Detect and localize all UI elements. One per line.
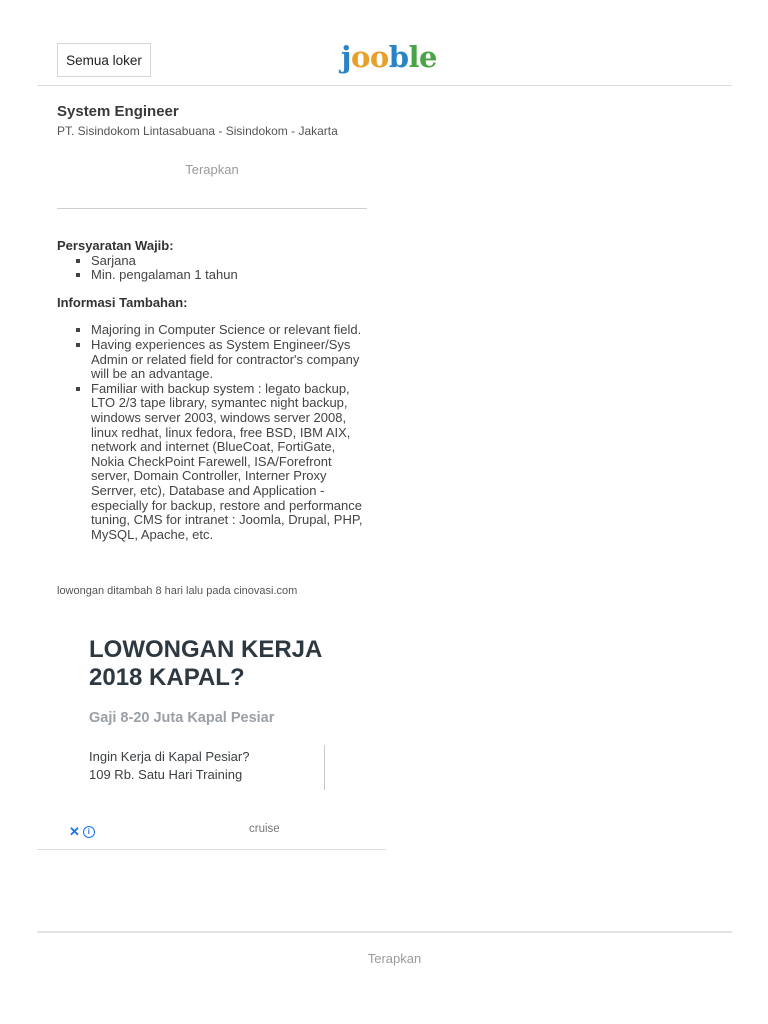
required-list — [57, 254, 369, 283]
content-divider — [57, 208, 367, 209]
all-jobs-button[interactable]: Semua loker — [57, 43, 151, 77]
close-icon[interactable]: ✕ — [69, 824, 80, 839]
company-location: PT. Sisindokom Lintasabuana - Sisindokom - Jakarta — [57, 124, 338, 138]
required-heading: Persyaratan Wajib: — [57, 238, 174, 253]
extra-info-heading: Informasi Tambahan: — [57, 294, 188, 310]
job-description — [57, 239, 369, 542]
footer-divider — [37, 931, 732, 933]
apply-button-bottom[interactable]: Terapkan — [367, 951, 422, 966]
list-item: ▪ Familiar with backup system : legato backup, LTO 2/3 tape library, symantec night backup, windows server 2003, windows server 2008, linux redhat, linux fedora, free BSD, IBM AIX, network and internet (BlueCoat, FortiGate, Nokia CheckPoint Farewell, ISA/Forefront server, Domain Controller, Interner Proxy Serrver, etc), Database and Application - especially for backup, restore and performance tuning, CMS for intranet : Joomla, Drupal, PHP, MySQL, Apache, etc. — [91, 382, 369, 543]
ad-separator — [324, 745, 325, 790]
ad-choices[interactable] — [69, 824, 95, 840]
extra-info-list — [57, 323, 369, 542]
job-title: System Engineer — [57, 103, 179, 120]
header-divider — [37, 85, 732, 86]
list-item: ▪ Having experiences as System Engineer/Sys Admin or related field for contractor's company will be an advantage. — [91, 338, 369, 382]
list-item: ▪ Majoring in Computer Science or relevant field. — [91, 323, 369, 338]
posted-source-text: lowongan ditambah 8 hari lalu pada cinovasi.com — [57, 585, 298, 597]
jooble-logo[interactable]: jooble — [341, 40, 437, 74]
list-item: ▪ Min. pengalaman 1 tahun — [91, 268, 369, 283]
list-item: ▪ Sarjana — [91, 254, 369, 269]
ad-body: Ingin Kerja di Kapal Pesiar? 109 Rb. Satu Hari Training — [89, 749, 250, 782]
ad-domain[interactable]: cruise — [249, 823, 280, 835]
advertisement[interactable] — [37, 620, 386, 850]
ad-headline[interactable]: LOWONGAN KERJA 2018 KAPAL? — [89, 636, 323, 691]
ad-subheadline[interactable]: Gaji 8-20 Juta Kapal Pesiar — [89, 710, 275, 726]
apply-button-top[interactable]: Terapkan — [185, 162, 239, 177]
ad-content[interactable] — [89, 620, 323, 820]
info-icon[interactable]: i — [83, 826, 95, 838]
